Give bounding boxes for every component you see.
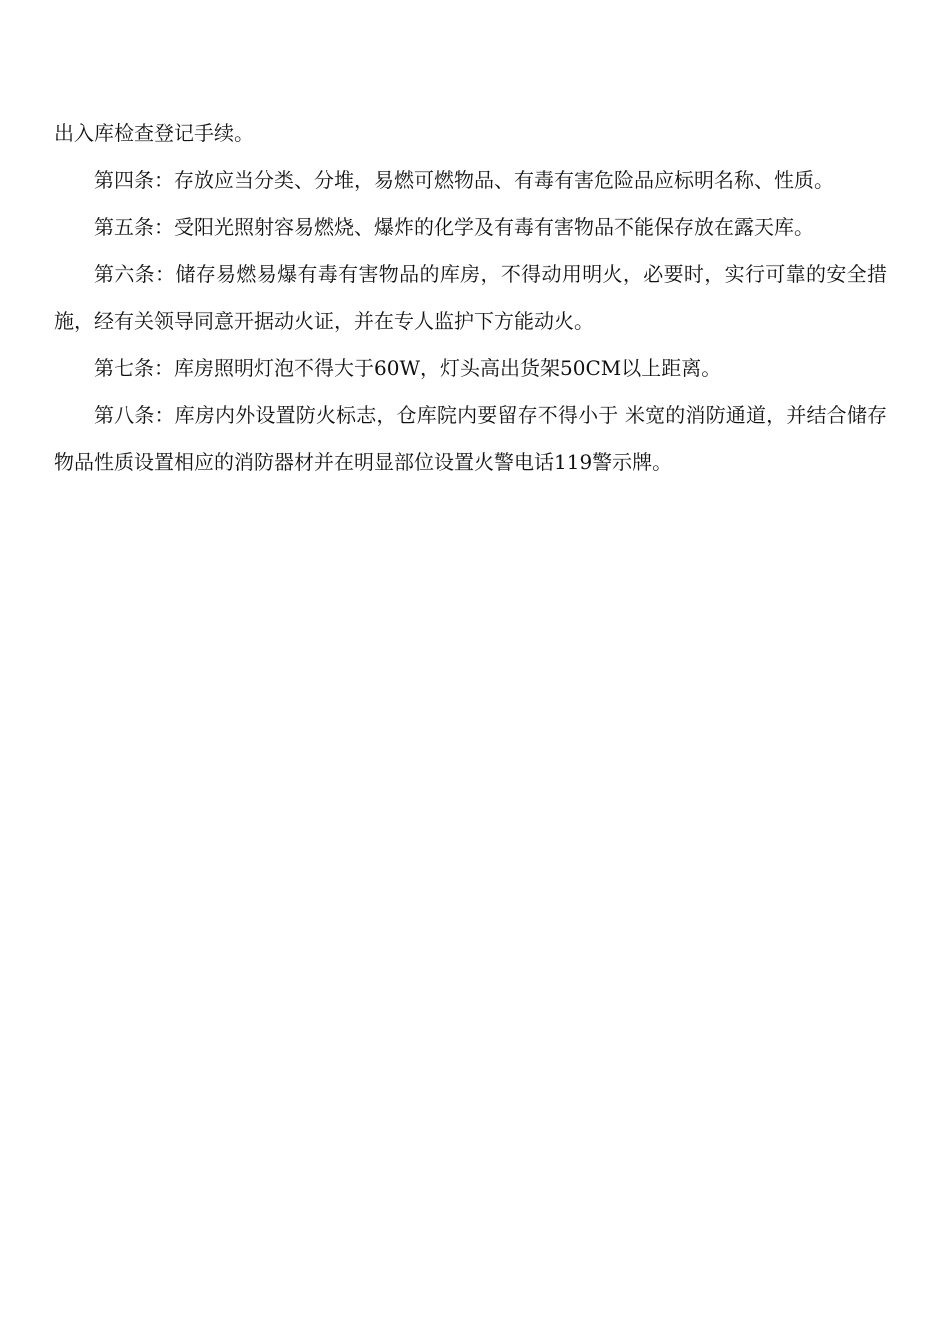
- paragraph-article-8: 第八条：库房内外设置防火标志，仓库院内要留存不得小于 米宽的消防通道，并结合储存物品性质设置相应的消防器材并在明显部位设置火警电话119警示牌。: [54, 403, 887, 474]
- paragraph-continuation: 出入库检查登记手续。: [54, 121, 254, 145]
- paragraph-article-7: 第七条：库房照明灯泡不得大于60W，灯头高出货架50CM以上距离。: [94, 356, 722, 380]
- document-body: [54, 110, 887, 486]
- paragraph-article-5: 第五条：受阳光照射容易燃烧、爆炸的化学及有毒有害物品不能保存放在露天库。: [94, 215, 814, 239]
- paragraph-article-6: 第六条：储存易燃易爆有毒有害物品的库房，不得动用明火，必要时，实行可靠的安全措施，经有关领导同意开据动火证，并在专人监护下方能动火。: [54, 262, 887, 333]
- paragraph-article-4: 第四条：存放应当分类、分堆，易燃可燃物品、有毒有害危险品应标明名称、性质。: [94, 168, 834, 192]
